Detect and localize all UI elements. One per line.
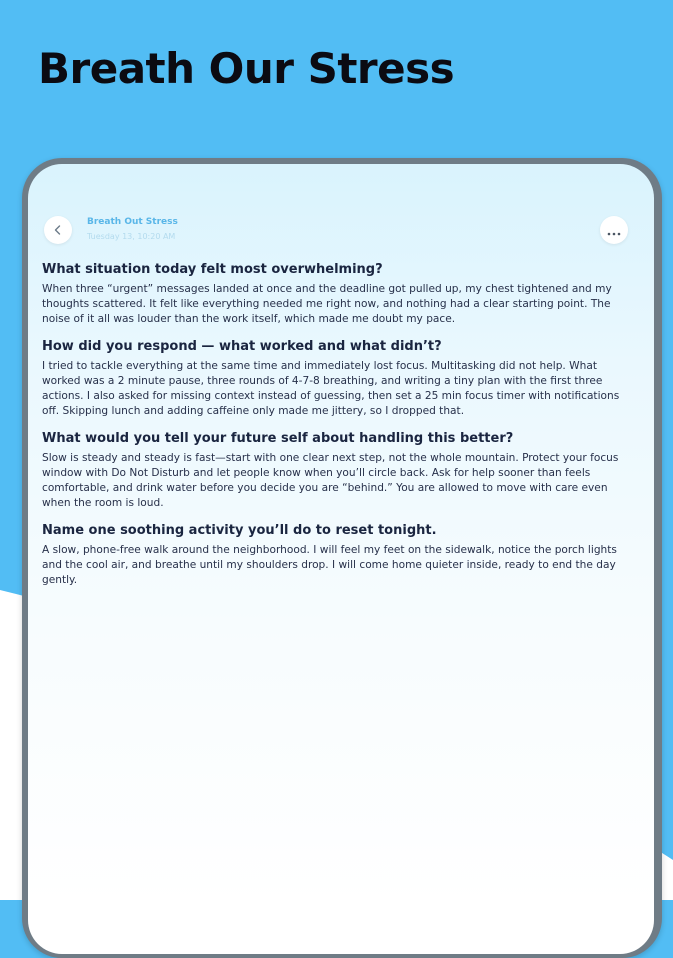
question-heading: What situation today felt most overwhelming? — [42, 262, 383, 277]
answer-text: A slow, phone-free walk around the neighborhood. I will feel my feet on the sidewalk, notice the porch lights and the cool air, and breathe until my shoulders drop. I will come home quieter inside, ready to end the day gently. — [42, 544, 617, 586]
answer-text: When three “urgent” messages landed at once and the deadline got pulled up, my chest tightened and my thoughts scattered. It felt like everything needed me right now, and nothing had a clear starting point. The noise of it all was louder than the work itself, which made me doubt my pace. — [42, 283, 612, 325]
qa-section — [42, 262, 634, 327]
entry-title: Breath Out Stress — [87, 217, 178, 227]
back-button[interactable] — [44, 216, 72, 244]
more-options-button[interactable] — [600, 216, 628, 244]
question-heading: What would you tell your future self about handling this better? — [42, 431, 514, 446]
hero-title: Breath Our Stress — [38, 44, 455, 93]
qa-section — [42, 339, 634, 419]
chevron-left-icon — [52, 221, 64, 240]
entry-header — [87, 216, 178, 243]
answer-text: Slow is steady and steady is fast—start with one clear next step, not the whole mountain. Protect your focus window with Do Not Disturb and let people know when you’ll circle back. Ask for help sooner than feels comfortable, and drink water before you decide you are “behind.” You are allowed to move with care even when the room is loud. — [42, 452, 619, 509]
journal-qa-list — [42, 262, 634, 600]
question-heading: Name one soothing activity you’ll do to reset tonight. — [42, 523, 437, 538]
qa-section — [42, 523, 634, 588]
question-heading: How did you respond — what worked and what didn’t? — [42, 339, 442, 354]
answer-text: I tried to tackle everything at the same time and immediately lost focus. Multitasking did not help. What worked was a 2 minute pause, three rounds of 4-7-8 breathing, and writing a tiny plan with the first three actions. I also asked for missing context instead of guessing, then set a 25 min focus timer with notifications off. Skipping lunch and adding caffeine only made me jittery, so I dropped that. — [42, 360, 620, 417]
qa-section — [42, 431, 634, 511]
entry-date: Tuesday 13, 10:20 AM — [87, 232, 176, 241]
more-horizontal-icon — [607, 221, 621, 240]
journal-entry-screen — [28, 164, 654, 954]
